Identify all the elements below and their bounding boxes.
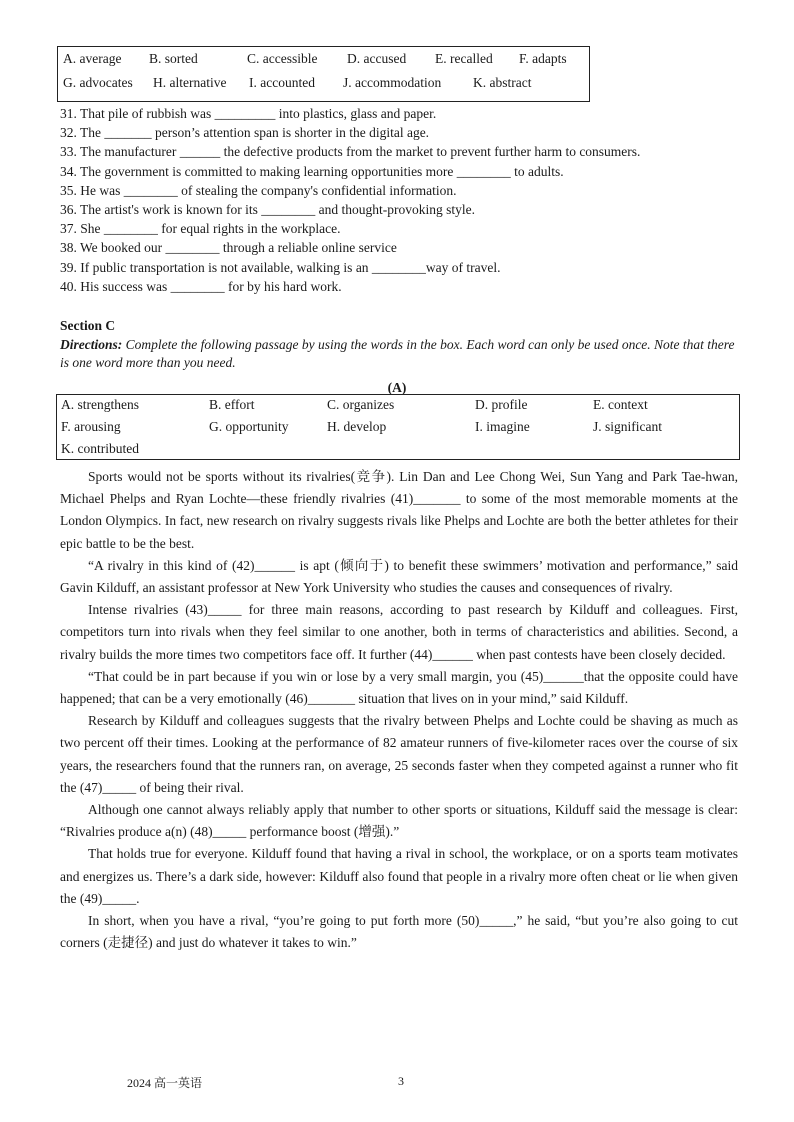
paragraph-7: That holds true for everyone. Kilduff found that having a rival in school, the workplace, or on a sports team motivates and energizes us. There’s a dark side, however: Kilduff also found that people in a rivalry more often cheat or lie when given the (49)_____. [60,846,738,906]
option-d: D. accused [347,51,407,66]
question-35: 35. He was ________ of stealing the company's confidential information. [60,182,457,198]
paragraph-3: Intense rivalries (43)_____ for three main reasons, according to past research by Kilduff and colleagues. First, competitors turn into rivals when they feel similar to one another, both in terms of characteristics and abilities. Second, a rivalry builds the more times two competitors face off. It further (44)______ when past contests have been closely decided. [60,602,738,662]
paragraph-5: Research by Kilduff and colleagues suggests that the rivalry between Phelps and Lochte could be shaving as much as two percent off their times. Looking at the performance of 82 amateur runners of five-kilometer races over the course of six years, the researchers found that the runners ran, on average, 25 seconds faster when they competed against a runner who fit the (47)_____ of being their rival. [60,713,738,795]
question-38: 38. We booked our ________ through a reliable online service [60,240,397,256]
word-i: I. imagine [475,419,530,434]
word-g: G. opportunity [209,419,289,434]
footer-exam-name: 2024 高一英语 [127,1076,203,1090]
question-32: 32. The _______ person’s attention span is shorter in the digital age. [60,125,430,141]
passage-label: (A) [387,380,407,395]
paragraph-8: In short, when you have a rival, “you’re going to put forth more (50)_____,” he said, “but you’re also going to cut corners (走捷径) and just do whatever it takes to win.” [60,913,738,951]
word-h: H. develop [327,419,387,434]
word-k: K. contributed [61,441,139,456]
word-a: A. strengthens [61,397,139,412]
footer-page-number: 3 [398,1074,404,1088]
option-b: B. sorted [149,51,198,66]
option-k: K. abstract [473,75,532,90]
word-box-1-row-2 [63,75,589,97]
directions-text: Complete the following passage by using the words in the box. Each word can only be used once. Note that there is one word more than you need. [60,337,735,370]
paragraph-2: “A rivalry in this kind of (42)______ is apt (倾向于) to benefit these swimmers’ motivation and performance,” said Gavin Kilduff, an assistant professor at New York University who studies the causes and consequences of rivalry. [60,557,738,596]
directions-label: Directions: [60,337,123,352]
option-h: H. alternative [153,75,227,90]
question-37: 37. She ________ for equal rights in the workplace. [60,221,341,237]
question-39: 39. If public transportation is not available, walking is an ________way of travel. [60,259,501,275]
question-list [60,104,750,296]
section-c-title: Section C [60,318,116,333]
word-b: B. effort [209,397,255,412]
question-36: 36. The artist's work is known for its ________ and thought-provoking style. [60,202,476,218]
passage-a [60,466,738,954]
question-31: 31. That pile of rubbish was _________ into plastics, glass and paper. [60,106,437,121]
option-a: A. average [63,51,122,66]
word-d: D. profile [475,397,528,412]
word-box-2 [56,394,740,460]
word-box-1-row-1 [63,51,589,73]
option-g: G. advocates [63,75,133,90]
question-40: 40. His success was ________ for by his hard work. [60,278,342,294]
option-i: I. accounted [249,75,315,90]
word-j: J. significant [593,419,662,434]
option-e: E. recalled [435,51,493,66]
paragraph-4: “That could be in part because if you win or lose by a very small margin, you (45)______that the opposite could have happened; that can be a very emotionally (46)_______ situation that lives on in your mind,” said Kilduff. [60,668,738,707]
section-c-directions [60,336,740,371]
paragraph-6: Although one cannot always reliably apply that number to other sports or situations, Kilduff said the message is clear: “Rivalries produce a(n) (48)_____ performance boost (增强).” [60,802,738,840]
word-box-1 [57,46,590,102]
paragraph-1: Sports would not be sports without its rivalries(竞争). Lin Dan and Lee Chong Wei, Sun Yang and Park Tae-hwan, Michael Phelps and Ryan Lochte—these friendly rivalries (41)_______ to some of the most memorable moments at the London Olympics. In fact, new research on rivalry suggests rivals like Phelps and Lochte are both the better athletes for their epic battle to be the best. [60,469,738,551]
option-c: C. accessible [247,51,318,66]
option-f: F. adapts [519,51,567,66]
word-c: C. organizes [327,397,395,412]
word-e: E. context [593,397,648,412]
question-33: 33. The manufacturer ______ the defective products from the market to prevent further harm to consumers. [60,144,641,160]
question-34: 34. The government is committed to making learning opportunities more ________ to adults. [60,163,564,179]
word-f: F. arousing [61,419,121,434]
option-j: J. accommodation [343,75,442,90]
